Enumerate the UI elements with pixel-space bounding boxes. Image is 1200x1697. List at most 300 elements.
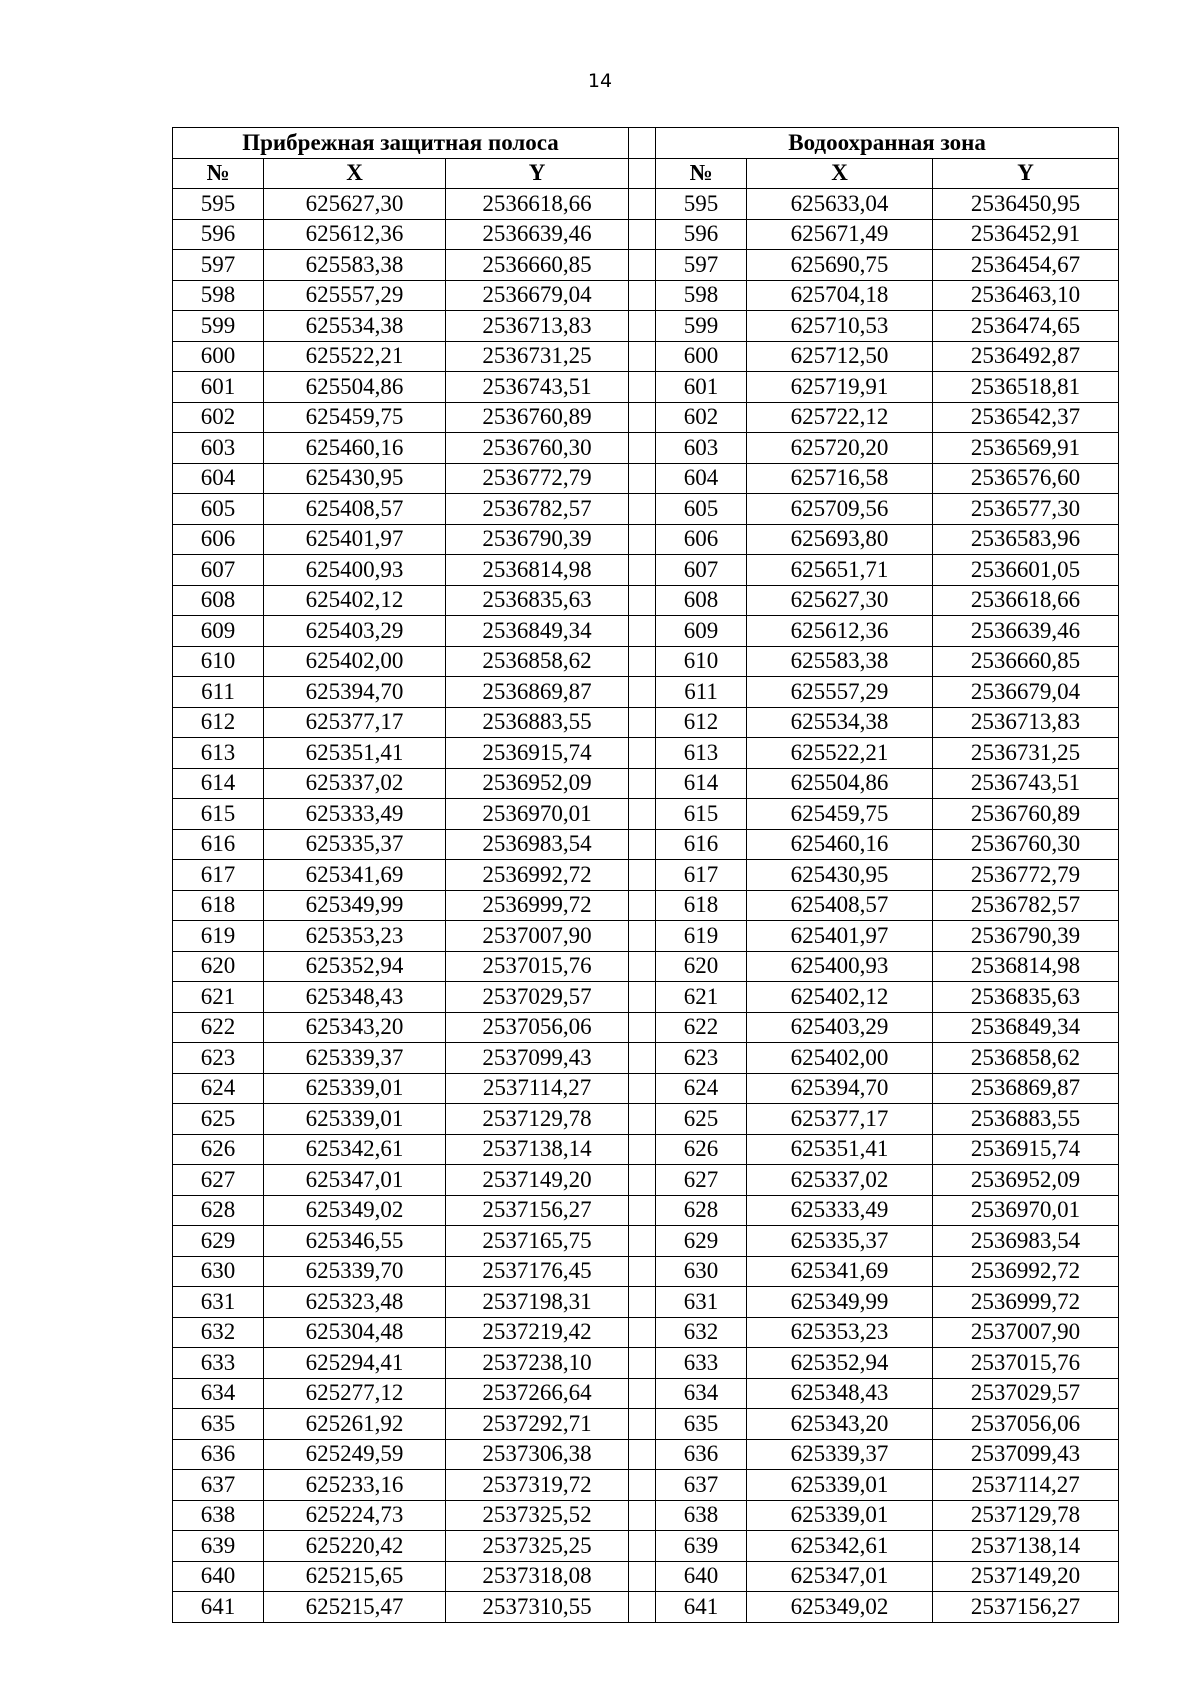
table-row [173,585,1119,616]
left-y-cell: 2536835,63 [446,585,629,616]
left-num-cell: 620 [173,951,264,982]
left-num-cell: 636 [173,1439,264,1470]
left-y-header: Y [446,158,629,189]
right-y-cell: 2536731,25 [933,738,1119,769]
right-y-cell: 2537029,57 [933,1378,1119,1409]
left-y-cell: 2536952,09 [446,768,629,799]
left-x-cell: 625353,23 [264,921,446,952]
left-x-cell: 625335,37 [264,829,446,860]
right-x-cell: 625627,30 [747,585,933,616]
gap-cell [629,311,656,342]
right-section-title: Водоохранная зона [656,128,1119,159]
right-y-cell: 2536760,89 [933,799,1119,830]
left-y-cell: 2537007,90 [446,921,629,952]
left-y-cell: 2536772,79 [446,463,629,494]
left-y-cell: 2536731,25 [446,341,629,372]
right-x-cell: 625722,12 [747,402,933,433]
left-x-cell: 625377,17 [264,707,446,738]
right-y-cell: 2536952,09 [933,1165,1119,1196]
left-y-cell: 2536679,04 [446,280,629,311]
right-y-cell: 2536999,72 [933,1287,1119,1318]
right-x-cell: 625339,01 [747,1500,933,1531]
table-row [173,616,1119,647]
right-num-cell: 636 [656,1439,747,1470]
table-row [173,189,1119,220]
table-row [173,1561,1119,1592]
right-y-cell: 2537129,78 [933,1500,1119,1531]
left-x-header: X [264,158,446,189]
table-row [173,1104,1119,1135]
table-row [173,1195,1119,1226]
left-num-cell: 623 [173,1043,264,1074]
gap-cell [629,433,656,464]
left-x-cell: 625583,38 [264,250,446,281]
table-row [173,1348,1119,1379]
table-row [173,1226,1119,1257]
right-y-cell: 2536858,62 [933,1043,1119,1074]
gap-cell [629,1287,656,1318]
right-x-cell: 625348,43 [747,1378,933,1409]
right-y-cell: 2536743,51 [933,768,1119,799]
table-row [173,1134,1119,1165]
left-y-cell: 2537318,08 [446,1561,629,1592]
left-y-cell: 2537029,57 [446,982,629,1013]
right-num-cell: 623 [656,1043,747,1074]
right-y-cell: 2536869,87 [933,1073,1119,1104]
table-row [173,890,1119,921]
right-y-cell: 2537007,90 [933,1317,1119,1348]
right-y-cell: 2537114,27 [933,1470,1119,1501]
right-x-cell: 625460,16 [747,829,933,860]
right-y-cell: 2536983,54 [933,1226,1119,1257]
gap-cell [629,585,656,616]
left-x-cell: 625277,12 [264,1378,446,1409]
right-y-cell: 2536577,30 [933,494,1119,525]
gap-cell [629,1470,656,1501]
right-num-cell: 637 [656,1470,747,1501]
left-num-cell: 631 [173,1287,264,1318]
left-x-cell: 625343,20 [264,1012,446,1043]
right-num-cell: 611 [656,677,747,708]
right-y-cell: 2537056,06 [933,1409,1119,1440]
left-num-cell: 617 [173,860,264,891]
gap-cell [629,372,656,403]
left-x-cell: 625339,70 [264,1256,446,1287]
left-x-cell: 625215,65 [264,1561,446,1592]
gap-cell [629,951,656,982]
left-num-cell: 601 [173,372,264,403]
left-y-cell: 2536983,54 [446,829,629,860]
left-num-cell: 628 [173,1195,264,1226]
left-x-cell: 625342,61 [264,1134,446,1165]
right-x-cell: 625351,41 [747,1134,933,1165]
table-row [173,372,1119,403]
left-section-title: Прибрежная защитная полоса [173,128,629,159]
right-num-cell: 613 [656,738,747,769]
left-y-cell: 2537129,78 [446,1104,629,1135]
right-x-cell: 625522,21 [747,738,933,769]
left-x-cell: 625430,95 [264,463,446,494]
table-row [173,768,1119,799]
left-num-cell: 598 [173,280,264,311]
left-y-cell: 2536713,83 [446,311,629,342]
table-row [173,1073,1119,1104]
table-row [173,524,1119,555]
right-y-cell: 2536569,91 [933,433,1119,464]
right-x-cell: 625716,58 [747,463,933,494]
left-x-cell: 625215,47 [264,1592,446,1623]
left-num-cell: 635 [173,1409,264,1440]
left-x-cell: 625557,29 [264,280,446,311]
left-y-cell: 2537325,25 [446,1531,629,1562]
right-x-header: X [747,158,933,189]
left-x-cell: 625349,99 [264,890,446,921]
left-num-cell: 604 [173,463,264,494]
table-row [173,1287,1119,1318]
left-y-cell: 2537238,10 [446,1348,629,1379]
right-y-cell: 2536454,67 [933,250,1119,281]
right-y-cell: 2536450,95 [933,189,1119,220]
right-y-cell: 2536660,85 [933,646,1119,677]
section-header-row [173,128,1119,159]
left-x-cell: 625347,01 [264,1165,446,1196]
right-num-cell: 598 [656,280,747,311]
left-x-cell: 625339,01 [264,1104,446,1135]
left-y-cell: 2537149,20 [446,1165,629,1196]
right-num-cell: 624 [656,1073,747,1104]
right-num-cell: 622 [656,1012,747,1043]
right-num-cell: 629 [656,1226,747,1257]
left-num-cell: 633 [173,1348,264,1379]
gap-cell [629,799,656,830]
gap-cell [629,1104,656,1135]
left-num-cell: 639 [173,1531,264,1562]
left-num-cell: 621 [173,982,264,1013]
left-num-cell: 602 [173,402,264,433]
table-row [173,250,1119,281]
right-x-cell: 625402,00 [747,1043,933,1074]
right-y-cell: 2537149,20 [933,1561,1119,1592]
table-row [173,1439,1119,1470]
right-y-cell: 2536760,30 [933,829,1119,860]
right-num-cell: 597 [656,250,747,281]
table-row [173,555,1119,586]
left-y-cell: 2536760,89 [446,402,629,433]
left-y-cell: 2536883,55 [446,707,629,738]
left-x-cell: 625261,92 [264,1409,446,1440]
table-row [173,280,1119,311]
left-y-cell: 2536790,39 [446,524,629,555]
right-y-cell: 2536618,66 [933,585,1119,616]
right-x-cell: 625401,97 [747,921,933,952]
left-num-cell: 618 [173,890,264,921]
gap-cell [629,219,656,250]
left-num-cell: 634 [173,1378,264,1409]
left-num-cell: 638 [173,1500,264,1531]
right-x-cell: 625337,02 [747,1165,933,1196]
right-y-cell: 2536992,72 [933,1256,1119,1287]
left-num-cell: 619 [173,921,264,952]
right-x-cell: 625403,29 [747,1012,933,1043]
left-y-cell: 2536849,34 [446,616,629,647]
left-num-cell: 612 [173,707,264,738]
left-x-cell: 625349,02 [264,1195,446,1226]
gap-cell [629,1012,656,1043]
gap-cell [629,1531,656,1562]
right-x-cell: 625353,23 [747,1317,933,1348]
left-x-cell: 625339,37 [264,1043,446,1074]
right-num-cell: 628 [656,1195,747,1226]
gap-cell [629,1378,656,1409]
left-x-cell: 625612,36 [264,219,446,250]
left-num-cell: 599 [173,311,264,342]
left-x-cell: 625351,41 [264,738,446,769]
left-y-cell: 2536660,85 [446,250,629,281]
right-x-cell: 625459,75 [747,799,933,830]
left-num-cell: 641 [173,1592,264,1623]
table-row [173,402,1119,433]
left-x-cell: 625504,86 [264,372,446,403]
gap-cell [629,1165,656,1196]
left-y-cell: 2536760,30 [446,433,629,464]
left-y-cell: 2536858,62 [446,646,629,677]
left-num-cell: 597 [173,250,264,281]
table-row [173,829,1119,860]
left-y-cell: 2537176,45 [446,1256,629,1287]
left-num-cell: 603 [173,433,264,464]
left-x-cell: 625459,75 [264,402,446,433]
right-x-cell: 625719,91 [747,372,933,403]
left-num-cell: 606 [173,524,264,555]
gap-cell [629,1500,656,1531]
gap-cell [629,1043,656,1074]
left-y-cell: 2537319,72 [446,1470,629,1501]
right-num-cell: 602 [656,402,747,433]
right-num-cell: 631 [656,1287,747,1318]
right-num-cell: 633 [656,1348,747,1379]
left-y-cell: 2537114,27 [446,1073,629,1104]
gap-cell [629,1592,656,1623]
gap-cell [629,738,656,769]
right-y-cell: 2536474,65 [933,311,1119,342]
right-y-cell: 2536772,79 [933,860,1119,891]
right-y-cell: 2536915,74 [933,1134,1119,1165]
gap-cell [629,1226,656,1257]
table-row [173,1500,1119,1531]
right-num-cell: 609 [656,616,747,647]
table-row [173,707,1119,738]
left-y-cell: 2537198,31 [446,1287,629,1318]
left-x-cell: 625294,41 [264,1348,446,1379]
table-row [173,1470,1119,1501]
left-y-cell: 2537310,55 [446,1592,629,1623]
right-num-cell: 617 [656,860,747,891]
table-row [173,1409,1119,1440]
table-row [173,1317,1119,1348]
gap-cell [629,921,656,952]
left-x-cell: 625522,21 [264,341,446,372]
left-y-cell: 2537325,52 [446,1500,629,1531]
left-y-cell: 2536814,98 [446,555,629,586]
right-num-cell: 606 [656,524,747,555]
left-y-cell: 2536618,66 [446,189,629,220]
left-num-cell: 611 [173,677,264,708]
right-num-cell: 599 [656,311,747,342]
table-row [173,799,1119,830]
right-x-cell: 625671,49 [747,219,933,250]
right-y-cell: 2536782,57 [933,890,1119,921]
left-x-cell: 625224,73 [264,1500,446,1531]
right-y-cell: 2536492,87 [933,341,1119,372]
table-row [173,219,1119,250]
left-num-cell: 616 [173,829,264,860]
right-x-cell: 625651,71 [747,555,933,586]
right-x-cell: 625341,69 [747,1256,933,1287]
table-row [173,1165,1119,1196]
right-x-cell: 625394,70 [747,1073,933,1104]
gap-cell [629,860,656,891]
right-x-cell: 625693,80 [747,524,933,555]
table-row [173,951,1119,982]
gap-cell [629,158,656,189]
right-num-cell: 610 [656,646,747,677]
right-x-cell: 625504,86 [747,768,933,799]
gap-cell [629,1195,656,1226]
gap-cell [629,555,656,586]
right-y-cell: 2536518,81 [933,372,1119,403]
right-y-cell: 2537015,76 [933,1348,1119,1379]
right-x-cell: 625557,29 [747,677,933,708]
left-num-cell: 614 [173,768,264,799]
right-y-cell: 2536601,05 [933,555,1119,586]
gap-cell [629,1348,656,1379]
gap-cell [629,677,656,708]
right-num-cell: 634 [656,1378,747,1409]
gap-cell [629,1561,656,1592]
left-num-cell: 637 [173,1470,264,1501]
right-y-cell: 2536883,55 [933,1104,1119,1135]
gap-cell [629,1256,656,1287]
right-x-cell: 625704,18 [747,280,933,311]
left-num-cell: 608 [173,585,264,616]
table-row [173,494,1119,525]
right-num-cell: 635 [656,1409,747,1440]
gap-cell [629,768,656,799]
gap-cell [629,829,656,860]
coordinates-table [172,127,1119,1623]
right-x-cell: 625709,56 [747,494,933,525]
left-x-cell: 625348,43 [264,982,446,1013]
right-y-cell: 2536576,60 [933,463,1119,494]
table-row [173,433,1119,464]
left-num-cell: 600 [173,341,264,372]
right-x-cell: 625343,20 [747,1409,933,1440]
right-x-cell: 625352,94 [747,1348,933,1379]
gap-cell [629,341,656,372]
left-x-cell: 625352,94 [264,951,446,982]
left-num-cell: 640 [173,1561,264,1592]
right-y-cell: 2537099,43 [933,1439,1119,1470]
left-x-cell: 625339,01 [264,1073,446,1104]
left-num-cell: 605 [173,494,264,525]
left-y-cell: 2536999,72 [446,890,629,921]
left-x-cell: 625627,30 [264,189,446,220]
right-num-cell: 596 [656,219,747,250]
right-num-cell: 607 [656,555,747,586]
left-y-cell: 2537219,42 [446,1317,629,1348]
left-x-cell: 625402,00 [264,646,446,677]
right-num-cell: 640 [656,1561,747,1592]
right-x-cell: 625690,75 [747,250,933,281]
left-x-cell: 625323,48 [264,1287,446,1318]
right-num-cell: 620 [656,951,747,982]
right-num-cell: 638 [656,1500,747,1531]
left-y-cell: 2536639,46 [446,219,629,250]
gap-cell [629,1134,656,1165]
left-num-cell: 629 [173,1226,264,1257]
right-num-cell: 627 [656,1165,747,1196]
table-row [173,1592,1119,1623]
left-num-cell: 595 [173,189,264,220]
gap-cell [629,982,656,1013]
table-row [173,738,1119,769]
table-row [173,677,1119,708]
gap-cell [629,280,656,311]
right-x-cell: 625339,01 [747,1470,933,1501]
left-num-cell: 615 [173,799,264,830]
right-y-cell: 2536835,63 [933,982,1119,1013]
left-x-cell: 625402,12 [264,585,446,616]
right-num-cell: 619 [656,921,747,952]
left-num-cell: 596 [173,219,264,250]
left-x-cell: 625403,29 [264,616,446,647]
gap-cell [629,402,656,433]
right-x-cell: 625339,37 [747,1439,933,1470]
right-y-cell: 2536639,46 [933,616,1119,647]
left-y-cell: 2537015,76 [446,951,629,982]
right-num-cell: 618 [656,890,747,921]
right-y-cell: 2536713,83 [933,707,1119,738]
right-num-cell: 632 [656,1317,747,1348]
right-y-cell: 2536679,04 [933,677,1119,708]
left-num-cell: 632 [173,1317,264,1348]
left-x-cell: 625233,16 [264,1470,446,1501]
gap-cell [629,494,656,525]
gap-cell [629,1439,656,1470]
right-y-cell: 2536452,91 [933,219,1119,250]
gap-cell [629,1409,656,1440]
table-row [173,921,1119,952]
table-row [173,1043,1119,1074]
gap-cell [629,250,656,281]
right-num-cell: 608 [656,585,747,616]
left-x-cell: 625394,70 [264,677,446,708]
right-y-cell: 2536790,39 [933,921,1119,952]
right-num-cell: 605 [656,494,747,525]
left-x-cell: 625346,55 [264,1226,446,1257]
right-num-cell: 603 [656,433,747,464]
gap-cell [629,1317,656,1348]
right-x-cell: 625402,12 [747,982,933,1013]
right-x-cell: 625534,38 [747,707,933,738]
left-y-cell: 2537165,75 [446,1226,629,1257]
right-x-cell: 625349,02 [747,1592,933,1623]
table-row [173,1012,1119,1043]
right-y-cell: 2536463,10 [933,280,1119,311]
column-header-row [173,158,1119,189]
gap-cell [629,1073,656,1104]
table-row [173,860,1119,891]
